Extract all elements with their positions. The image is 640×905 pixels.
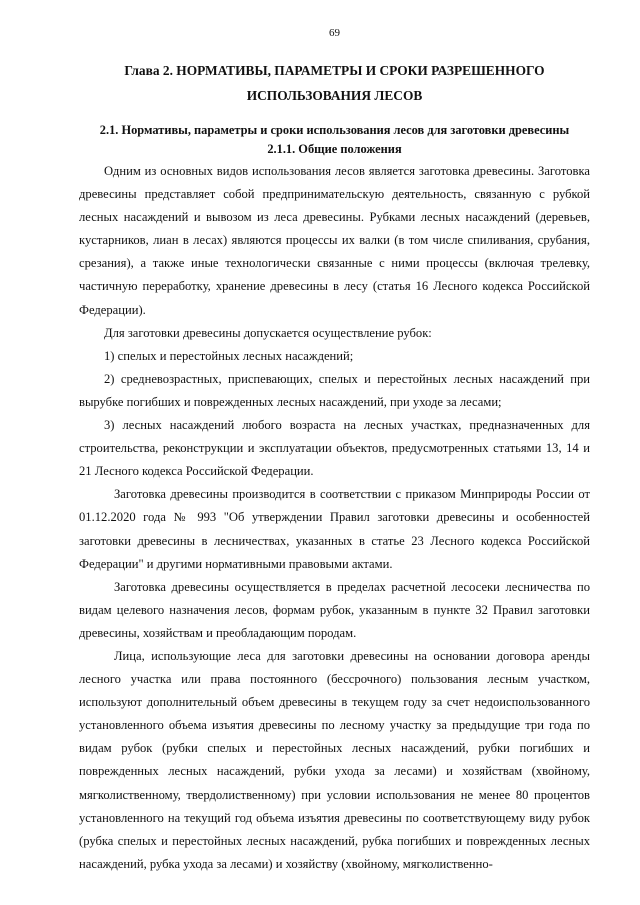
paragraph-allowable-cut: Заготовка древесины осуществляется в пределах расчетной лесосеки лесничества по видам целевого назначения лесов, формам рубок, указанным в пункте 32 Правил заготовки древесины, хозяйствам и преобладающим породам. [79, 579, 590, 640]
section-title: 2.1. Нормативы, параметры и сроки использования лесов для заготовки древесины [99, 123, 570, 137]
page-number: 69 [329, 27, 340, 39]
list-item-2: 2) средневозрастных, приспевающих, спелых и перестойных лесных насаждений при вырубке погибших и поврежденных лесных насаждений, при уходе за лесами; [79, 371, 590, 409]
chapter-title [79, 58, 590, 108]
subsection-title: 2.1.1. Общие положения [267, 142, 402, 156]
paragraph-allowed-fellings-intro: Для заготовки древесины допускается осуществление рубок: [104, 325, 432, 340]
list-item-3: 3) лесных насаждений любого возраста на лесных участках, предназначенных для строительства, реконструкции и эксплуатации объектов, предусмотренных статьями 13, 14 и 21 Лесного кодекса Российской Федерации. [79, 418, 590, 479]
paragraph-order-993: Заготовка древесины производится в соответствии с приказом Минприроды России от 01.12.2020 года № 993 "Об утверждении Правил заготовки древесины и особенностей заготовки древесины в лесничествах, указанных в статье 23 Лесного кодекса Российской Федерации" и другими нормативными правовыми актами. [79, 487, 590, 571]
chapter-title-line-2: ИСПОЛЬЗОВАНИЯ ЛЕСОВ [246, 88, 423, 103]
list-item-1: 1) спелых и перестойных лесных насаждений; [104, 348, 354, 363]
paragraph-harvesting-definition: Одним из основных видов использования лесов является заготовка древесины. Заготовка древесины представляет собой предпринимательскую деятельность, связанную с рубкой лесных насаждений и вывозом из леса древесины. Рубками лесных насаждений (деревьев, кустарников, лиан в лесах) являются процессы их валки (в том числе спиливания, срубания, срезания), а также иные технологически связанные с ними процессы (включая трелевку, частичную переработку, хранение древесины в лесу (статья 16 Лесного кодекса Российской Федерации). [79, 164, 590, 317]
paragraph-additional-volume: Лица, использующие леса для заготовки древесины на основании договора аренды лесного участка или права постоянного (бессрочного) пользования лесным участком, используют дополнительный объем древесины в текущем году за счет недоиспользованного установленного объема изъятия древесины по лесному участку за предыдущие три года по видам рубок (рубки спелых и перестойных лесных насаждений, рубки погибших и поврежденных лесных насаждений, рубки ухода за лесами) и хозяйствам (хвойному, мягколиственному, твердолиственному) при условии использования не менее 80 процентов установленного на текущий год объема изъятия древесины по соответствующему виду рубок (рубка спелых и перестойных лесных насаждений, рубка погибших и поврежденных лесных насаждений, рубка ухода за лесами) и хозяйству (хвойному, мягколиственно- [79, 648, 590, 871]
chapter-title-line-1: Глава 2. НОРМАТИВЫ, ПАРАМЕТРЫ И СРОКИ РАЗРЕШЕННОГО [124, 63, 545, 78]
